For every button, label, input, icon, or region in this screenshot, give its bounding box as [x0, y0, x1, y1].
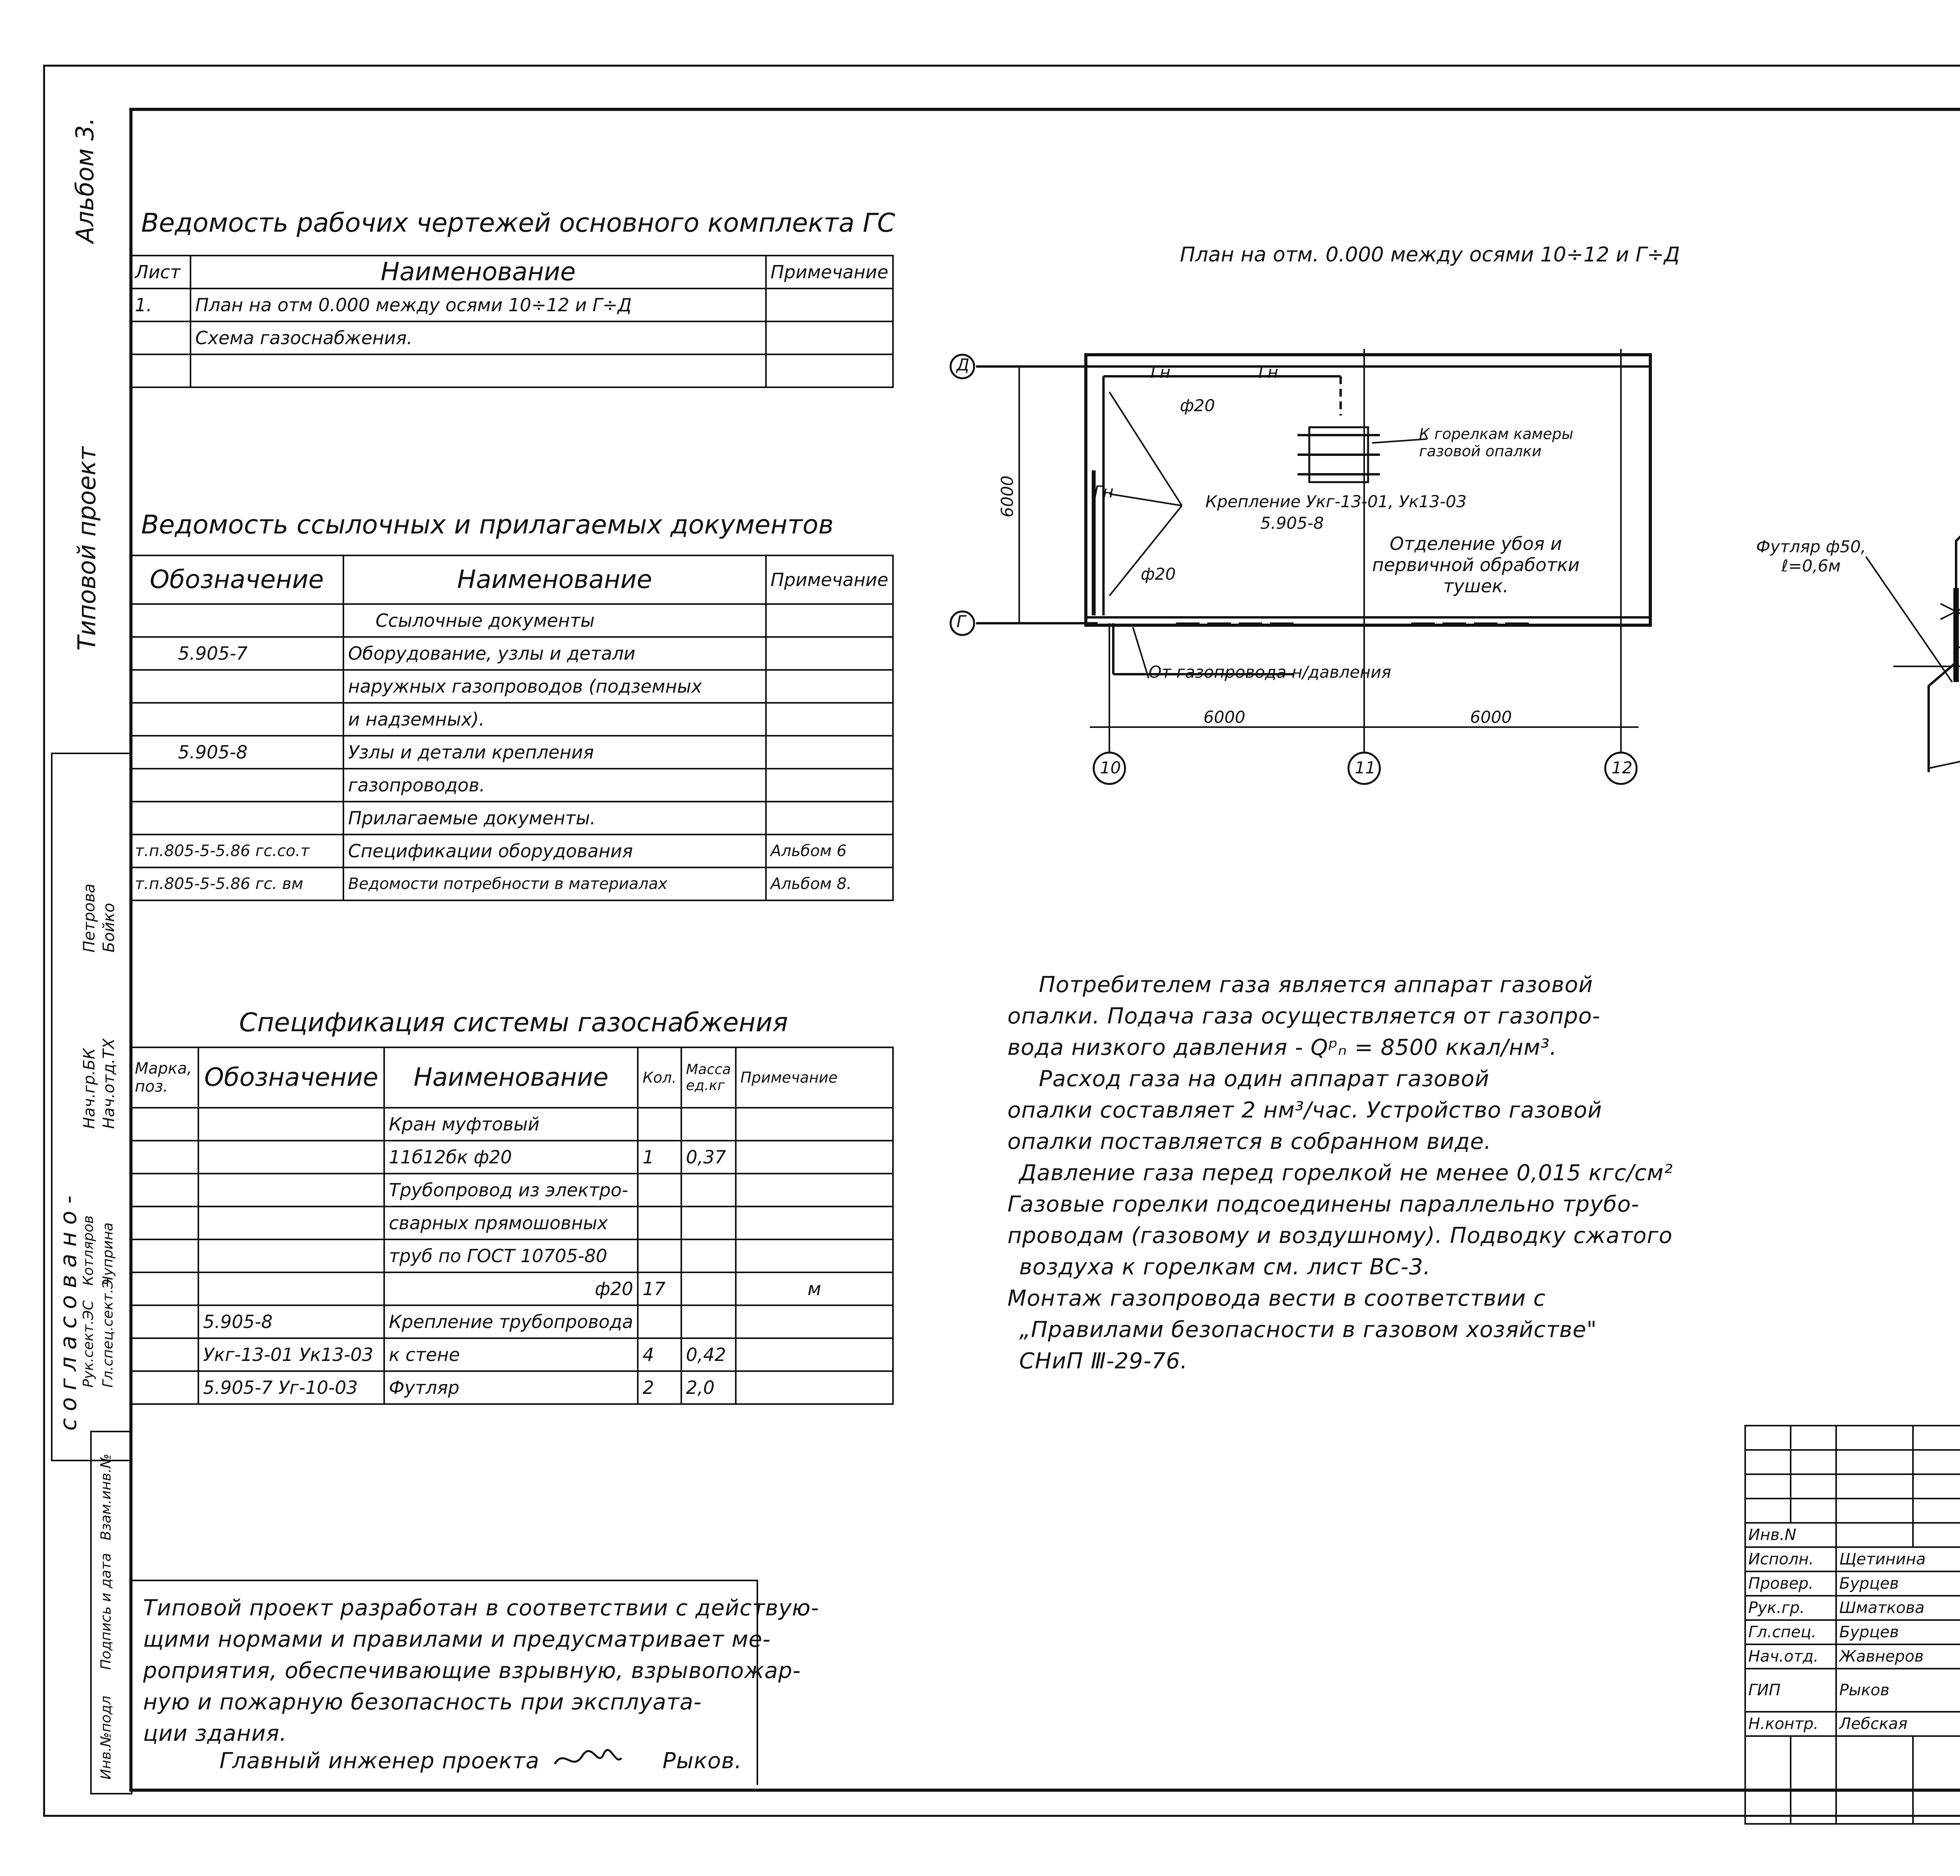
- scheme-case-label: Футляр ф50, ℓ=0,6м: [1756, 537, 1866, 575]
- notes-line: опалки поставляется в собранном виде.: [1007, 1129, 1492, 1154]
- ref-col-name: Наименование: [343, 555, 766, 604]
- spec-col-pos: Марка, поз.: [130, 1047, 198, 1108]
- spec-cell: 11б12бк ф20: [384, 1141, 638, 1174]
- tb-role: Гл.спец.: [1745, 1620, 1836, 1644]
- plan-dim-vertical: 6000: [998, 475, 1017, 517]
- drawings-col-sheet: Лист: [130, 256, 191, 288]
- ref-cell: Оборудование, узлы и детали: [343, 637, 766, 670]
- spec-cell: 1: [638, 1141, 681, 1174]
- ref-cell: наружных газопроводов (подземных: [343, 670, 766, 703]
- signer-1: Нач.гр.БК: [80, 1048, 98, 1129]
- spec-cell: к стене: [384, 1338, 638, 1371]
- spec-cell: сварных прямошовных: [384, 1207, 638, 1239]
- plan-mount-label: Крепление Укг-13-01, Ук13-03: [1205, 492, 1467, 511]
- tb-person: Щетинина: [1836, 1547, 1960, 1571]
- drawings-cell: План на отм 0.000 между осями 10÷12 и Г÷Д: [191, 288, 766, 321]
- spec-cell: м: [736, 1272, 893, 1305]
- plan-dim-left: 6000: [1203, 708, 1245, 727]
- plan-gn-label: Гн: [1258, 363, 1278, 382]
- ref-cell: газопроводов.: [343, 769, 766, 802]
- signer-8: Чуприна: [100, 1222, 116, 1286]
- notes-line: Давление газа перед горелкой не менее 0,015 кгс/см²: [1019, 1160, 1673, 1186]
- spec-cell: Крепление трубопровода: [384, 1305, 638, 1338]
- tb-person: Жавнеров: [1836, 1644, 1960, 1669]
- tb-person: Бурцев: [1836, 1620, 1960, 1644]
- ref-col-code: Обозначение: [130, 555, 343, 604]
- spec-cell: Трубопровод из электро-: [384, 1174, 638, 1207]
- notes-line: СНиП Ⅲ-29-76.: [1019, 1348, 1188, 1374]
- signer-6: Бойко: [100, 903, 118, 953]
- spec-cell: 2,0: [681, 1371, 736, 1404]
- edge-label-signature: Подпись и дата: [98, 1553, 114, 1670]
- spec-cell: 4: [638, 1338, 681, 1371]
- notes-line: проводам (газовому и воздушному). Подводку сжатого: [1007, 1223, 1673, 1248]
- project-note-line: роприятия, обеспечивающие взрывную, взрывопожар-: [143, 1658, 801, 1684]
- drawings-list-title: Ведомость рабочих чертежей основного комплекта ГС: [141, 208, 895, 238]
- plan-title: План на отм. 0.000 между осями 10÷12 и Г÷Д: [1180, 243, 1680, 267]
- notes-line: вода низкого давления - Qᵖₙ = 8500 ккал/нм³.: [1007, 1035, 1557, 1060]
- title-block-table: [1744, 1425, 1960, 1825]
- edge-label-inventory: Инв.№подл: [98, 1695, 114, 1780]
- agreed-label: согласовано-: [55, 1188, 82, 1431]
- ref-cell: Спецификации оборудования: [343, 835, 766, 867]
- spec-cell: Кран муфтовый: [384, 1108, 638, 1141]
- drawings-cell: Схема газоснабжения.: [191, 321, 766, 354]
- plan-mount-doc: 5.905-8: [1260, 513, 1324, 533]
- ref-cell: Прилагаемые документы.: [343, 802, 766, 835]
- ref-cell: т.п.805-5-5.86 гс. вм: [130, 867, 343, 900]
- notes-line: Газовые горелки подсоединены параллельно трубо-: [1007, 1192, 1640, 1217]
- project-type-label: Типовой проект: [73, 446, 101, 651]
- notes-line: воздуха к горелкам см. лист ВС-3.: [1019, 1254, 1431, 1280]
- axis-label-g: Г: [956, 612, 966, 631]
- signer-5: Петрова: [80, 884, 98, 953]
- spec-cell: Укг-13-01 Ук13-03: [198, 1338, 384, 1371]
- ref-cell: т.п.805-5-5.86 гс.со.т: [130, 835, 343, 867]
- ref-cell: 5.905-8: [130, 736, 343, 769]
- spec-cell: 0,37: [681, 1141, 736, 1174]
- notes-line: „Правилами безопасности в газовом хозяйстве": [1019, 1317, 1597, 1343]
- spec-col-note: Примечание: [736, 1047, 893, 1108]
- tb-role: Рук.гр.: [1745, 1596, 1836, 1620]
- signer-4: Гл.спец.сект.Э: [100, 1279, 116, 1388]
- tb-role: Нач.отд.: [1745, 1644, 1836, 1669]
- ref-col-note: Примечание: [766, 555, 893, 604]
- ref-docs-title: Ведомость ссылочных и прилагаемых документов: [141, 510, 834, 540]
- plan-dim-right: 6000: [1470, 708, 1512, 727]
- drawings-col-name: Наименование: [191, 256, 766, 288]
- project-note-line: щими нормами и правилами и предусматривает ме-: [143, 1627, 771, 1652]
- ref-cell: Узлы и детали крепления: [343, 736, 766, 769]
- axis-label-11: 11: [1355, 758, 1376, 777]
- signer-7: Котляров: [80, 1215, 96, 1286]
- project-note-line: ции здания.: [143, 1721, 287, 1746]
- spec-col-code: Обозначение: [198, 1047, 384, 1108]
- notes-line: опалки. Подача газа осуществляется от газопро-: [1007, 1003, 1601, 1029]
- signer-2: Нач.отд.ТХ: [100, 1038, 118, 1129]
- spec-cell: труб по ГОСТ 10705-80: [384, 1239, 638, 1272]
- album-label: Альбом 3.: [71, 117, 99, 243]
- tb-person: Рыков: [1836, 1669, 1960, 1712]
- tb-person: Шматкова: [1836, 1596, 1960, 1620]
- spec-col-name: Наименование: [384, 1047, 638, 1108]
- spec-cell: 17: [638, 1272, 681, 1305]
- spec-cell: Футляр: [384, 1371, 638, 1404]
- axis-label-10: 10: [1100, 758, 1121, 777]
- spec-col-qty: Кол.: [638, 1047, 681, 1108]
- gas-scheme-drawing: [1866, 341, 1960, 772]
- drawings-col-note: Примечание: [766, 256, 893, 288]
- spec-cell: 2: [638, 1371, 681, 1404]
- ref-cell: 5.905-7: [130, 637, 343, 670]
- spec-cell: ф20: [384, 1272, 638, 1305]
- chief-engineer-label: Главный инженер проекта: [220, 1748, 540, 1774]
- axis-label-12: 12: [1612, 758, 1633, 777]
- plan-from-pipe-label: От газопровода н/давления: [1149, 662, 1391, 682]
- plan-room-label: Отделение убоя и первичной обработки тушек.: [1372, 533, 1580, 597]
- axis-label-d: Д: [956, 355, 969, 374]
- drawings-cell: 1.: [130, 288, 191, 321]
- notes-line: Расход газа на один аппарат газовой: [1039, 1066, 1490, 1092]
- plan-phi20-label: ф20: [1180, 396, 1215, 415]
- tb-role: ГИП: [1745, 1669, 1836, 1712]
- project-note-line: Типовой проект разработан в соответствии с действую-: [143, 1595, 819, 1621]
- ref-cell: и надземных).: [343, 703, 766, 736]
- plan-burners-label: К горелкам камеры газовой опалки: [1419, 425, 1573, 460]
- tb-person: Лебская: [1836, 1712, 1960, 1736]
- spec-cell: 0,42: [681, 1338, 736, 1371]
- spec-col-mass: Масса ед.кг: [681, 1047, 736, 1108]
- spec-title: Спецификация системы газоснабжения: [239, 1007, 788, 1038]
- tb-role: Провер.: [1745, 1571, 1836, 1596]
- spec-cell: 5.905-8: [198, 1305, 384, 1338]
- signer-3: Рук.сект.ЭС: [80, 1300, 96, 1388]
- plan-gn-label: Гн: [1151, 363, 1171, 382]
- edge-label-replaced: Взам.инв.№: [98, 1453, 114, 1540]
- ref-cell: Альбом 6: [766, 835, 893, 867]
- title-block-inv-no: Инв.N: [1745, 1523, 1836, 1547]
- ref-cell: Ведомости потребности в материалах: [343, 867, 766, 900]
- notes-line: опалки составляет 2 нм³/час. Устройство газовой: [1007, 1098, 1602, 1123]
- tb-person: Бурцев: [1836, 1571, 1960, 1596]
- notes-line: Потребителем газа является аппарат газовой: [1039, 972, 1593, 998]
- plan-gn-label: Гн: [1094, 482, 1114, 501]
- plan-phi20-label: ф20: [1141, 564, 1176, 584]
- notes-line: Монтаж газопровода вести в соответствии с: [1007, 1286, 1546, 1311]
- spec-cell: 5.905-7 Уг-10-03: [198, 1371, 384, 1404]
- tb-role: Исполн.: [1745, 1547, 1836, 1571]
- chief-engineer-name: Рыков.: [662, 1748, 742, 1774]
- ref-cell: Ссылочные документы: [343, 604, 766, 637]
- project-note-line: ную и пожарную безопасность при эксплуата-: [143, 1689, 702, 1715]
- ref-cell: Альбом 8.: [766, 867, 893, 900]
- tb-role: Н.контр.: [1745, 1712, 1836, 1736]
